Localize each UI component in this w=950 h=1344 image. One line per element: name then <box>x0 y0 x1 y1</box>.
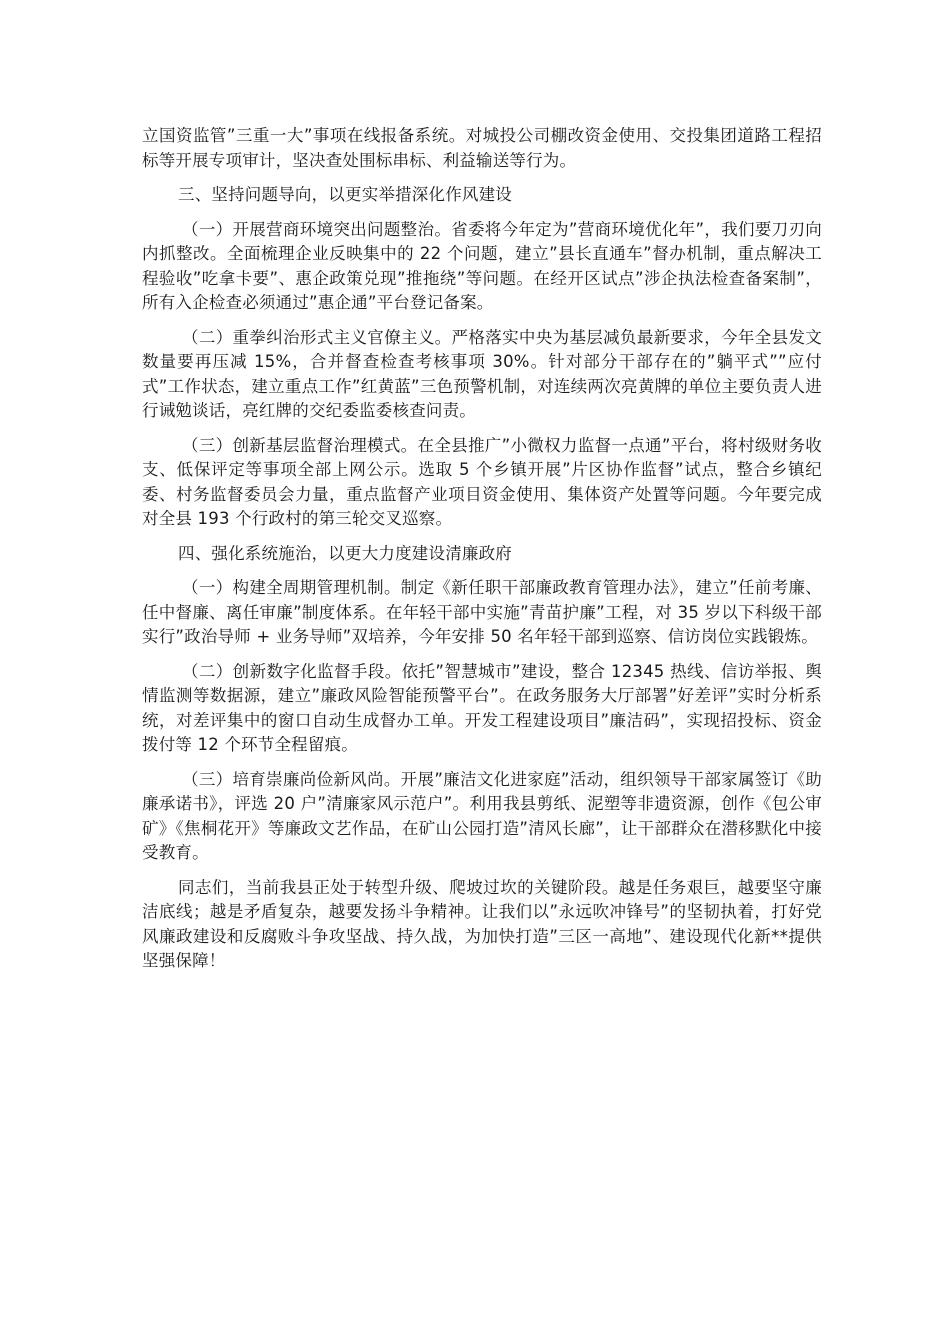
paragraph-4-3: （三）培育崇廉尚俭新风尚。开展”廉洁文化进家庭”活动，组织领导干部家属签订《助廉承诺书》，评选 20 户”清廉家风示范户”。利用我县剪纸、泥塑等非遗资源，创作《包公审矿》《焦桐花开》等廉政文艺作品，在矿山公园打造”清风长廊”，让干部群众在潜移默化中接受教育。 <box>142 769 822 862</box>
closing-paragraph: 同志们，当前我县正处于转型升级、爬坡过坎的关键阶段。越是任务艰巨，越要坚守廉洁底线；越是矛盾复杂，越要发扬斗争精神。让我们以”永远吹冲锋号”的坚韧执着，打好党风廉政建设和反腐败斗争攻坚战、持久战，为加快打造”三区一高地”、建设现代化新**提供坚强保障！ <box>142 877 822 970</box>
paragraph-continuation: 立国资监管”三重一大”事项在线报备系统。对城投公司棚改资金使用、交投集团道路工程招标等开展专项审计，坚决查处围标串标、利益输送等行为。 <box>142 126 822 170</box>
section-heading-3: 三、坚持问题导向，以更实举措深化作风建设 <box>178 185 512 204</box>
section-heading-4: 四、强化系统施治，以更大力度建设清廉政府 <box>178 543 512 563</box>
document-body <box>142 124 822 984</box>
paragraph-4-1: （一）构建全周期管理机制。制定《新任职干部廉政教育管理办法》，建立”任前考廉、任中督廉、离任审廉”制度体系。在年轻干部中实施”青苗护廉”工程，对 35 岁以下科级干部实行”政治导师 + 业务导师”双培养，今年安排 50 名年轻干部到巡察、信访岗位实践锻炼。 <box>142 578 822 646</box>
paragraph-3-1: （一）开展营商环境突出问题整治。省委将今年定为”营商环境优化年”，我们要刀刃向内抓整改。全面梳理企业反映集中的 22 个问题，建立”县长直通车”督办机制，重点解决工程验收”吃拿卡要”、惠企政策兑现”推拖绕”等问题。在经开区试点”涉企执法检查备案制”，所有入企检查必须通过”惠企通”平台登记备案。 <box>142 219 822 312</box>
paragraph-3-2: （二）重拳纠治形式主义官僚主义。严格落实中央为基层减负最新要求，今年全县发文数量要再压减 15%，合并督查检查考核事项 30%。针对部分干部存在的”躺平式””应付式”工作状态，建立重点工作”红黄蓝”三色预警机制，对连续两次亮黄牌的单位主要负责人进行诫勉谈话，亮红牌的交纪委监委核查问责。 <box>142 327 822 420</box>
paragraph-4-2: （二）创新数字化监督手段。依托”智慧城市”建设，整合 12345 热线、信访举报、舆情监测等数据源，建立”廉政风险智能预警平台”。在政务服务大厅部署”好差评”实时分析系统，对差评集中的窗口自动生成督办工单。开发工程建设项目”廉洁码”，实现招投标、资金拨付等 12 个环节全程留痕。 <box>142 661 822 754</box>
paragraph-3-3: （三）创新基层监督治理模式。在全县推广”小微权力监督一点通”平台，将村级财务收支、低保评定等事项全部上网公示。选取 5 个乡镇开展”片区协作监督”试点，整合乡镇纪委、村务监督委员会力量，重点监督产业项目资金使用、集体资产处置等问题。今年要完成对全县 193 个行政村的第三轮交叉巡察。 <box>142 435 822 528</box>
